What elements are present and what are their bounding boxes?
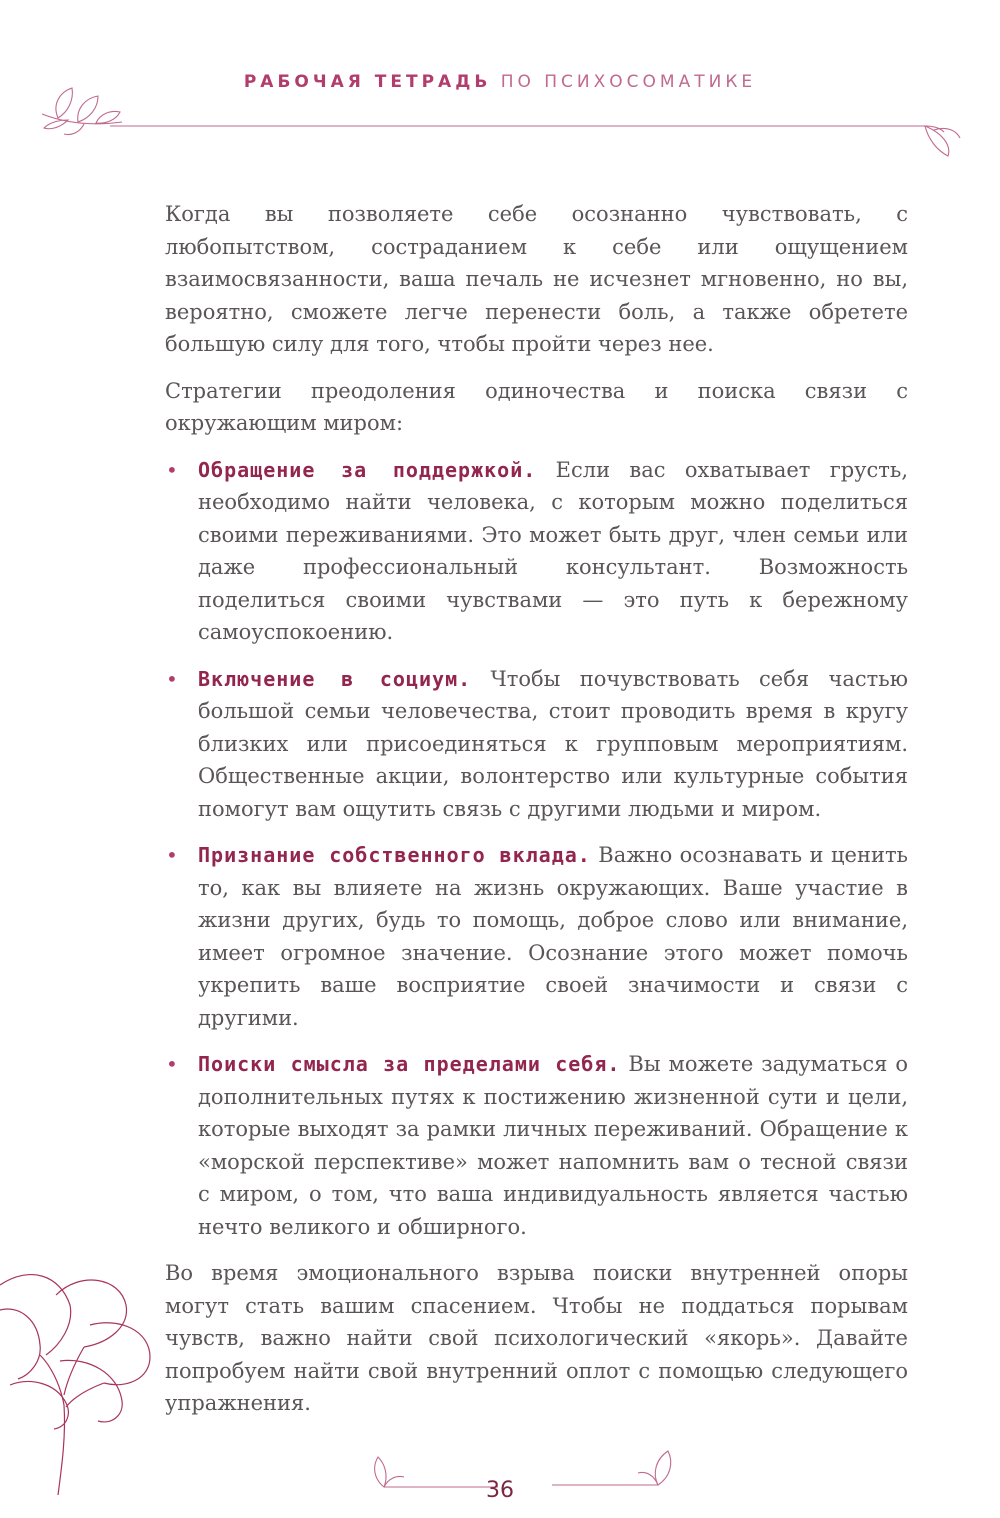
bullet-text: Чтобы почувствовать себя частью большой семьи человечества, стоит проводить время в кругу близких или присоединяться к групповым мероприятиям. Общественные акции, волонтерство или культурные события помогут вам ощутить связь с другими людьми и миром. [198, 666, 908, 821]
intro-paragraph: Когда вы позволяете себе осознанно чувствовать, с любопытством, состраданием к себе или ощущением взаимосвязанности, ваша печаль не исчезнет мгновенно, но вы, вероятно, сможете легче перенести боль, а также обретете большую силу для того, чтобы пройти через нее. [165, 202, 908, 356]
header-rule [110, 118, 970, 168]
bullet-text: Важно осознавать и ценить то, как вы влияете на жизнь окружающих. Ваше участие в жизни других, будь то помощь, доброе слово или внимание, имеет огромное значение. Осознание этого может помочь укрепить ваше восприятие своей значимости и связи с другими. [198, 843, 908, 1030]
list-item [165, 454, 908, 649]
flower-illustration-icon [0, 1265, 175, 1495]
list-item [165, 663, 908, 826]
bullet-term: Обращение за поддержкой. [198, 457, 537, 482]
header-title-rest: ПО ПСИХОСОМАТИКЕ [500, 72, 757, 92]
bullet-text: Если вас охватывает грусть, необходимо найти человека, с которым можно поделиться своими переживаниями. Это может быть друг, член семьи или даже профессиональный консультант. Возможность поделиться своими чувствами — это путь к бережному самоуспокоению. [198, 457, 908, 644]
bullet-icon: • [166, 457, 178, 482]
list-item [165, 839, 908, 1034]
bullet-text: Вы можете задуматься о дополнительных путях к постижению жизненной сути и цели, которые выходят за рамки личных переживаний. Обращение к «морской перспективе» может напомнить вам о тесной связи с миром, о том, что ваша индивидуальность является частью нечто великого и обширного. [198, 1052, 909, 1239]
header-title-bold: РАБОЧАЯ ТЕТРАДЬ [243, 72, 492, 92]
bullet-term: Включение в социум. [198, 666, 472, 691]
bullet-icon: • [166, 666, 178, 691]
strategies-list [165, 454, 908, 1244]
list-item [165, 1048, 908, 1243]
strategies-intro: Стратегии преодоления одиночества и поиска связи с окружающим миром: [165, 378, 908, 435]
conclusion-paragraph: Во время эмоционального взрыва поиски внутренней опоры могут стать вашим спасением. Чтобы не поддаться порывам чувств, важно найти свой психологический «якорь». Давайте попробуем найти свой внутренний оплот с помощью следующего упражнения. [165, 1261, 908, 1415]
bullet-term: Поиски смысла за пределами себя. [198, 1052, 621, 1076]
bullet-term: Признание собственного вклада. [198, 843, 591, 867]
bullet-icon: • [166, 1052, 178, 1076]
bullet-icon: • [166, 843, 178, 867]
page-number: 36 [486, 1478, 514, 1503]
page-content [165, 198, 908, 1434]
